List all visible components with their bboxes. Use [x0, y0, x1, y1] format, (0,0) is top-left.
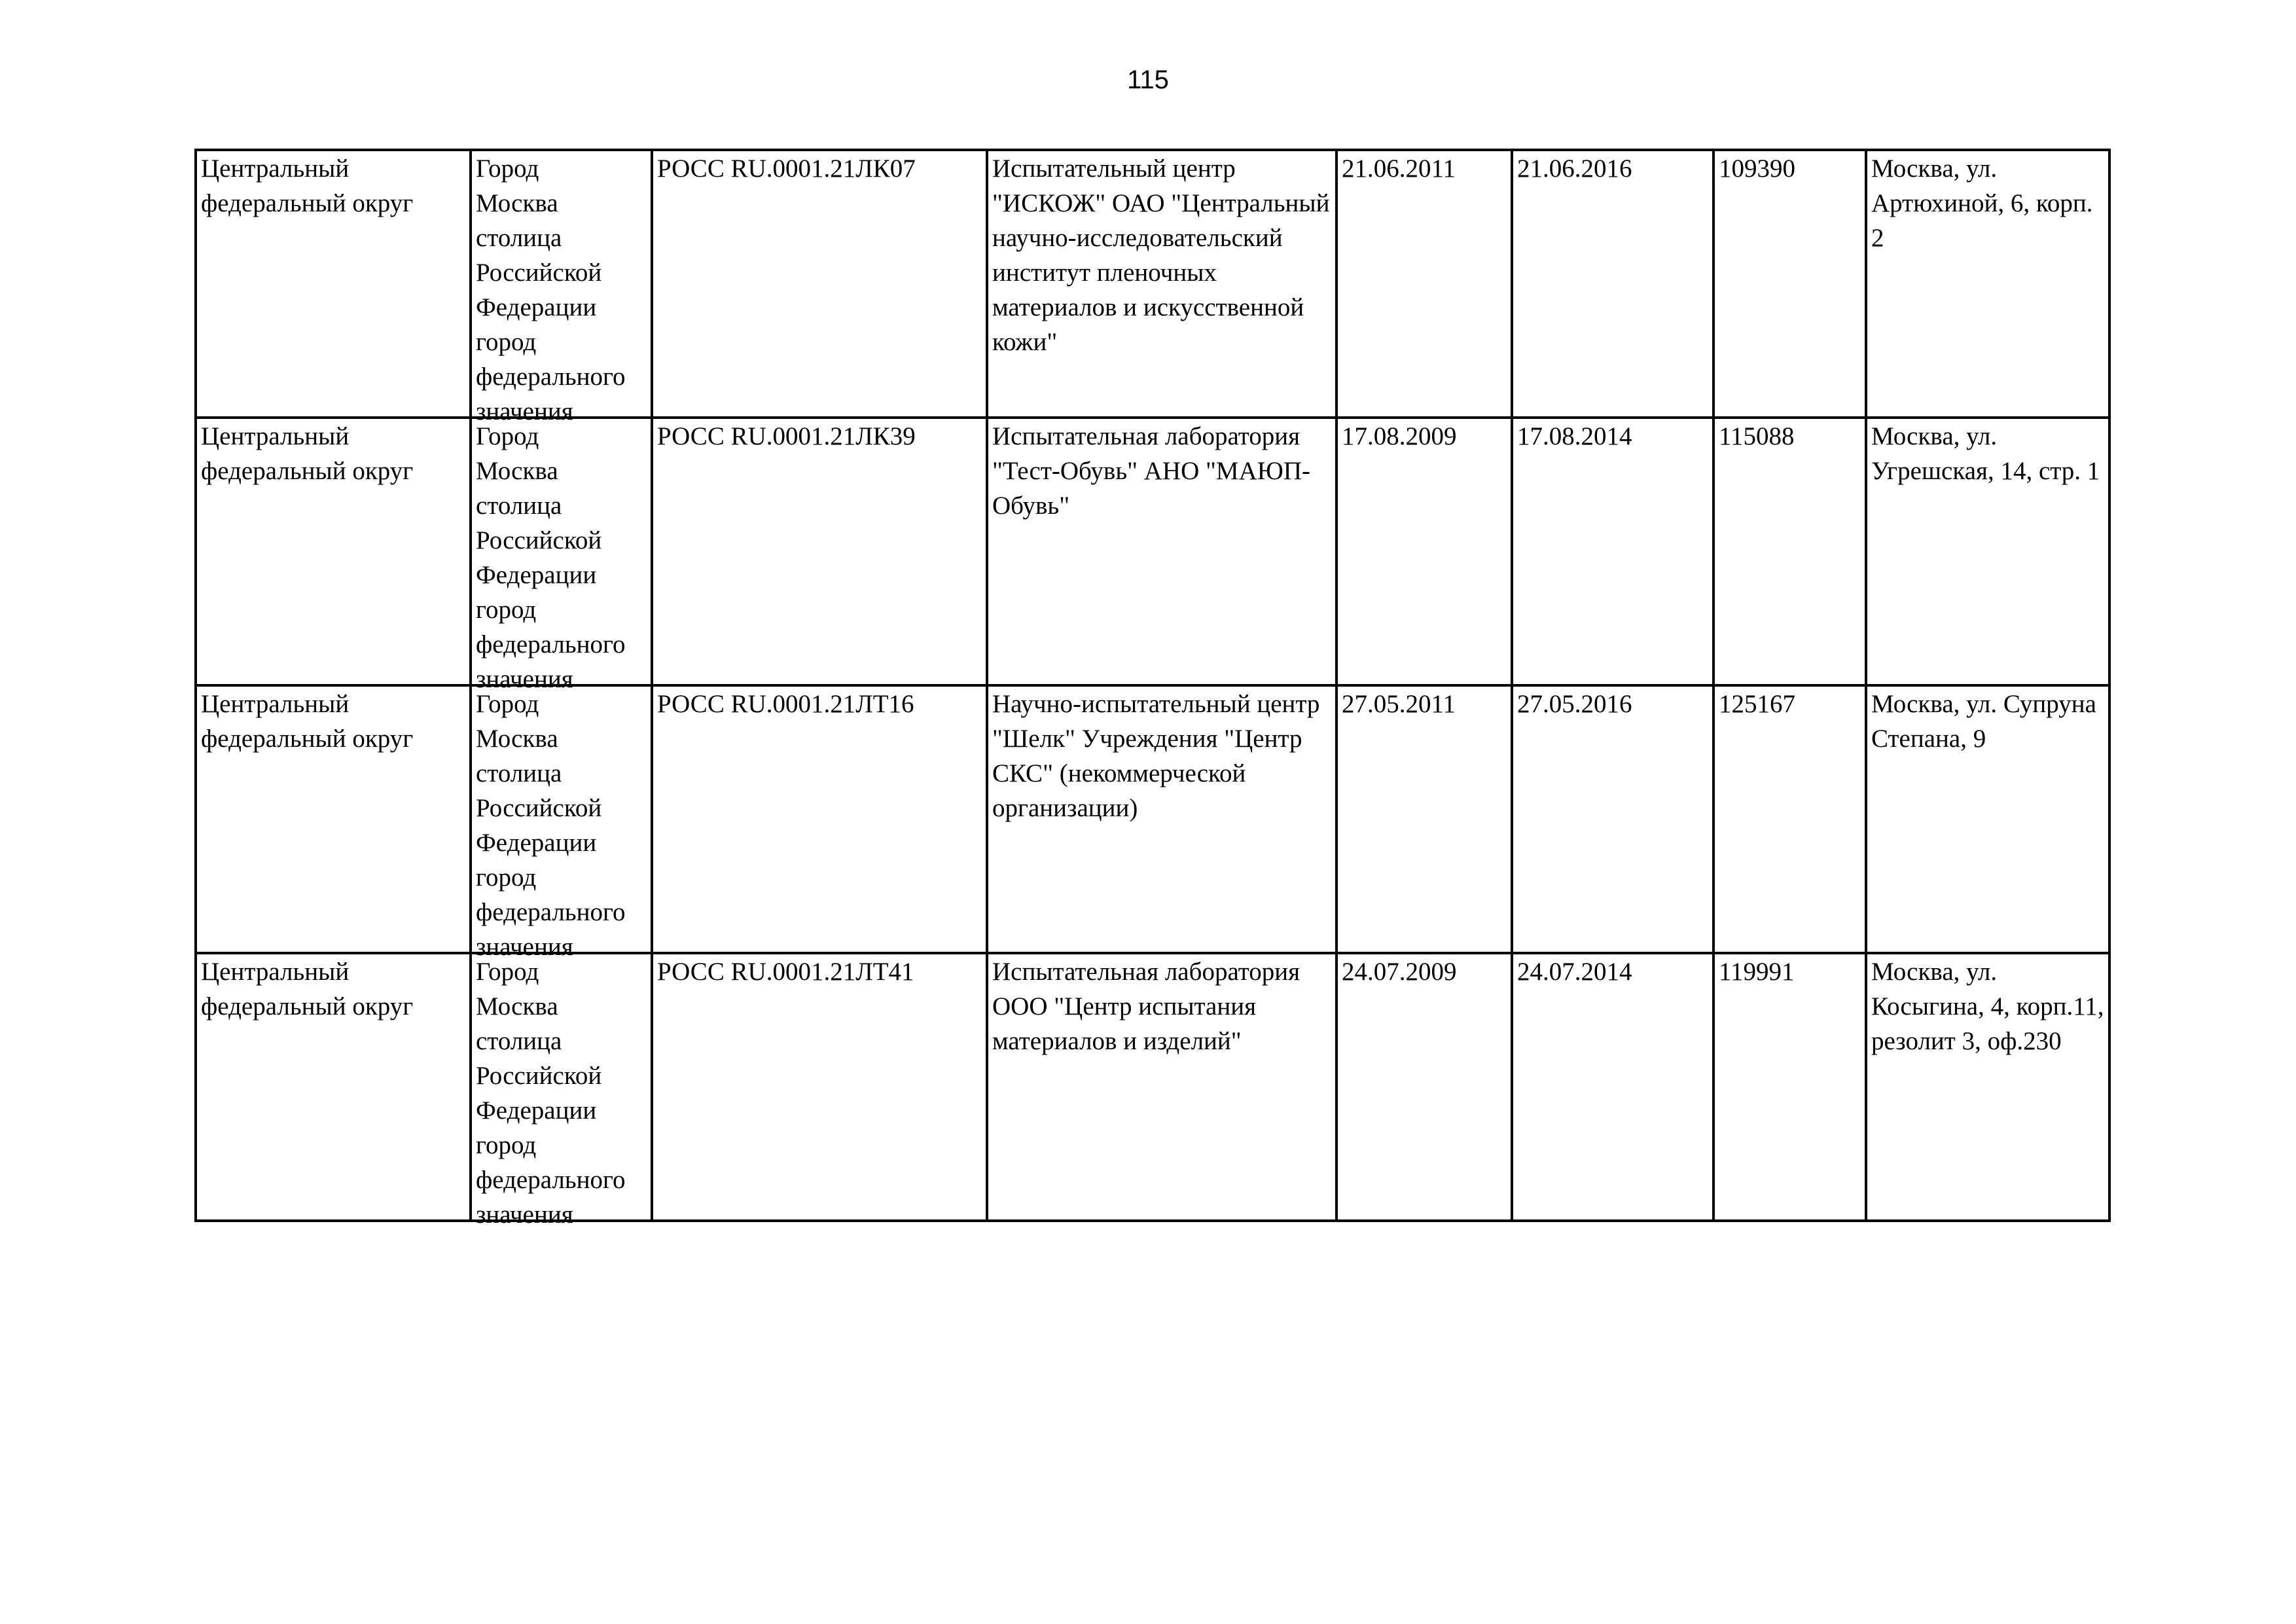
- region-cell: Город Москва столица Российской Федерации город федерального значения: [471, 953, 652, 1221]
- postcode-cell: 119991: [1713, 953, 1866, 1221]
- district-cell: Центральный федеральный округ: [196, 685, 471, 953]
- table-row: [196, 418, 2109, 685]
- date-from-cell: 21.06.2011: [1336, 150, 1512, 418]
- date-from-cell: 24.07.2009: [1336, 953, 1512, 1221]
- address-cell: Москва, ул. Супруна Степана, 9: [1866, 685, 2109, 953]
- date-from-cell: 17.08.2009: [1336, 418, 1512, 685]
- date-to-cell: 21.06.2016: [1512, 150, 1713, 418]
- district-cell: Центральный федеральный округ: [196, 150, 471, 418]
- table-row: [196, 685, 2109, 953]
- district-cell: Центральный федеральный округ: [196, 953, 471, 1221]
- date-from-cell: 27.05.2011: [1336, 685, 1512, 953]
- address-cell: Москва, ул. Артюхиной, 6, корп. 2: [1866, 150, 2109, 418]
- date-to-cell: 17.08.2014: [1512, 418, 1713, 685]
- table-row: [196, 150, 2109, 418]
- organization-cell: Научно-испытательный центр "Шелк" Учреждения "Центр СКС" (некоммерческой организации): [987, 685, 1336, 953]
- postcode-cell: 115088: [1713, 418, 1866, 685]
- district-cell: Центральный федеральный округ: [196, 418, 471, 685]
- certificate-cell: РОСС RU.0001.21ЛТ16: [652, 685, 987, 953]
- region-cell: Город Москва столица Российской Федерации город федерального значения: [471, 685, 652, 953]
- address-cell: Москва, ул. Угрешская, 14, стр. 1: [1866, 418, 2109, 685]
- date-to-cell: 27.05.2016: [1512, 685, 1713, 953]
- region-cell: Город Москва столица Российской Федерации город федерального значения: [471, 418, 652, 685]
- organization-cell: Испытательный центр "ИСКОЖ" ОАО "Центральный научно-исследовательский институт пленочных материалов и искусственной кожи": [987, 150, 1336, 418]
- address-cell: Москва, ул. Косыгина, 4, корп.11, резолит 3, оф.230: [1866, 953, 2109, 1221]
- certificate-cell: РОСС RU.0001.21ЛТ41: [652, 953, 987, 1221]
- postcode-cell: 109390: [1713, 150, 1866, 418]
- table-row: [196, 953, 2109, 1221]
- organization-cell: Испытательная лаборатория "Тест-Обувь" АНО "МАЮП-Обувь": [987, 418, 1336, 685]
- organization-cell: Испытательная лаборатория ООО "Центр испытания материалов и изделий": [987, 953, 1336, 1221]
- certificate-cell: РОСС RU.0001.21ЛК39: [652, 418, 987, 685]
- date-to-cell: 24.07.2014: [1512, 953, 1713, 1221]
- postcode-cell: 125167: [1713, 685, 1866, 953]
- region-cell: Город Москва столица Российской Федерации город федерального значения: [471, 150, 652, 418]
- registry-table: [194, 149, 2111, 1229]
- page-number: 115: [1127, 65, 1169, 94]
- certificate-cell: РОСС RU.0001.21ЛК07: [652, 150, 987, 418]
